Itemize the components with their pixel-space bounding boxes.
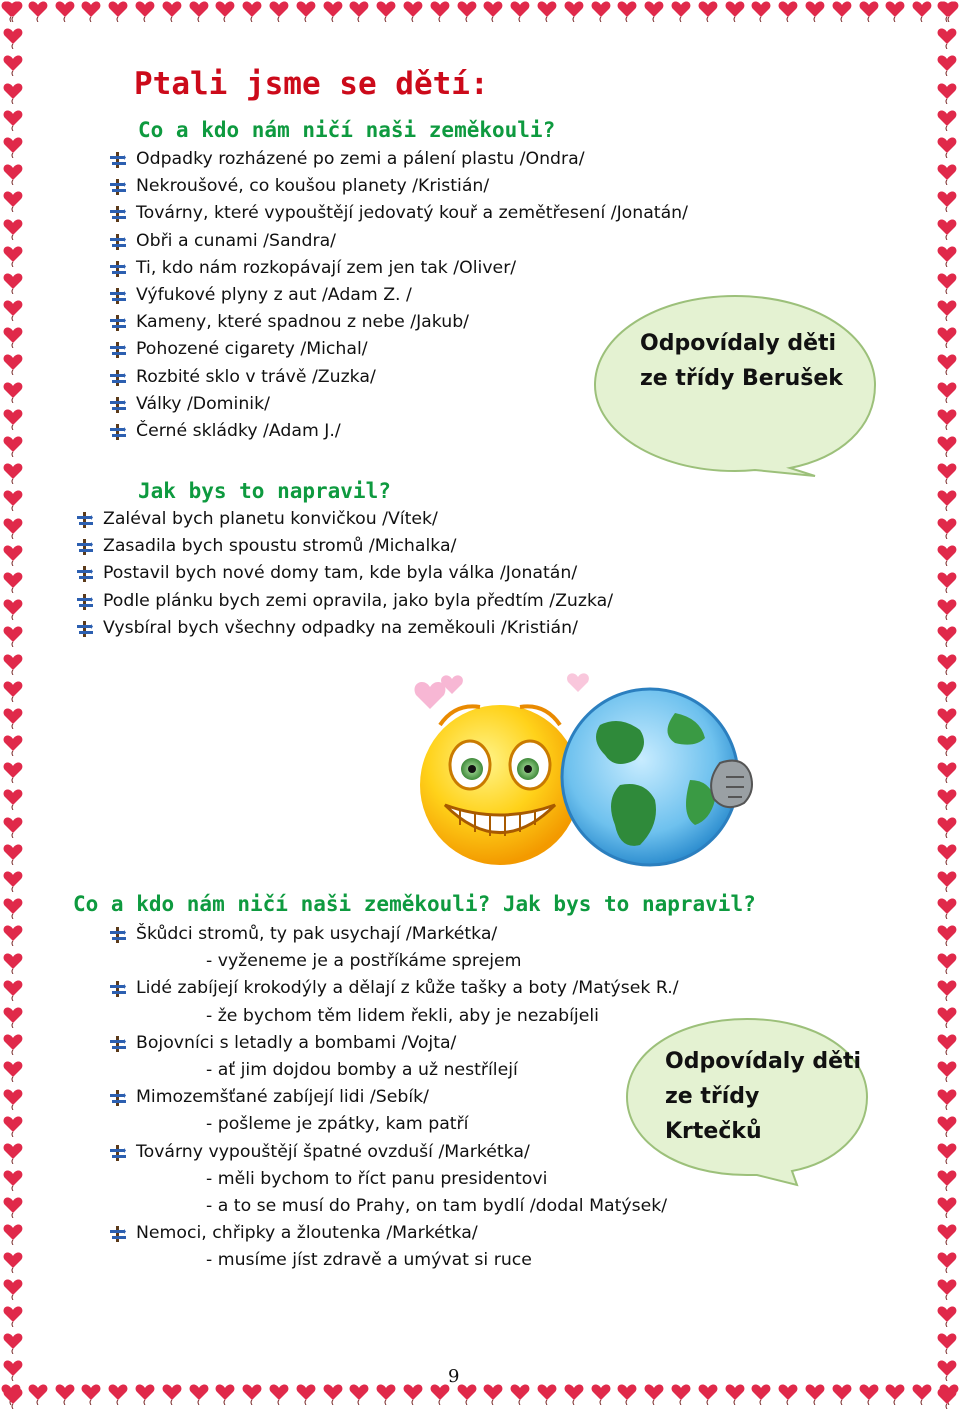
heart-balloon-icon [2, 1115, 24, 1137]
heart-balloon-icon [936, 843, 958, 865]
list-item [77, 506, 613, 533]
heart-balloon-icon [936, 245, 958, 267]
heart-balloon-icon [936, 163, 958, 185]
heart-balloon-icon [2, 136, 24, 158]
heart-balloon-icon [750, 0, 772, 22]
heart-balloon-icon [936, 462, 958, 484]
bubble-berusek-line2: ze třídy Berušek [640, 366, 843, 391]
arrow-bullet-icon [77, 621, 93, 637]
list-item [110, 1084, 679, 1111]
section2-list [77, 506, 613, 642]
heart-balloon-icon [884, 1383, 906, 1405]
heart-balloon-icon [2, 843, 24, 865]
heart-balloon-icon [2, 462, 24, 484]
answer-line [110, 1193, 679, 1220]
heart-balloon-icon [936, 625, 958, 647]
answer-line [110, 1166, 679, 1193]
heart-balloon-icon [936, 1223, 958, 1245]
arrow-bullet-icon [77, 539, 93, 555]
arrow-bullet-icon [110, 288, 126, 304]
arrow-bullet-icon [110, 152, 126, 168]
list-item-text: Obři a cunami /Sandra/ [136, 230, 337, 251]
arrow-bullet-icon [110, 1145, 126, 1161]
list-item [110, 173, 688, 200]
heart-balloon-icon [590, 1383, 612, 1405]
smiley-hugging-earth-image [400, 665, 770, 870]
heart-balloon-icon [936, 571, 958, 593]
heart-balloon-icon [2, 1196, 24, 1218]
heart-balloon-icon [188, 0, 210, 22]
heart-balloon-icon [295, 0, 317, 22]
heart-balloon-icon [2, 163, 24, 185]
heart-balloon-icon [402, 1383, 424, 1405]
list-item-text: Výfukové plyny z aut /Adam Z. / [136, 284, 412, 305]
heart-balloon-icon [936, 1115, 958, 1137]
list-item-text: Bojovníci s letadly a bombami /Vojta/ [136, 1032, 457, 1053]
heart-balloon-icon [348, 0, 370, 22]
heart-balloon-icon [936, 544, 958, 566]
heart-balloon-icon [2, 245, 24, 267]
heart-balloon-icon [295, 1383, 317, 1405]
heart-balloon-icon [936, 1305, 958, 1327]
heart-balloon-icon [2, 979, 24, 1001]
heart-balloon-icon [750, 1383, 772, 1405]
heart-balloon-icon [161, 0, 183, 22]
list-item-text: Lidé zabíjejí krokodýly a dělají z kůže tašky a boty /Matýsek R./ [136, 978, 679, 999]
arrow-bullet-icon [110, 234, 126, 250]
heart-balloon-icon [54, 0, 76, 22]
heart-balloon-icon [2, 653, 24, 675]
page-number: 9 [448, 1366, 460, 1387]
heart-balloon-icon [936, 381, 958, 403]
heart-balloon-icon [936, 82, 958, 104]
heart-balloon-icon [777, 1383, 799, 1405]
heart-balloon-icon [2, 1223, 24, 1245]
heart-balloon-icon [616, 0, 638, 22]
heart-balloon-icon [2, 870, 24, 892]
heart-balloon-icon [509, 0, 531, 22]
list-item-text: Černé skládky /Adam J./ [136, 420, 341, 441]
heart-balloon-icon [831, 0, 853, 22]
heart-balloon-icon [2, 788, 24, 810]
answer-line [110, 1057, 679, 1084]
heart-balloon-icon [482, 0, 504, 22]
heart-balloon-icon [936, 653, 958, 675]
arrow-bullet-icon [110, 315, 126, 331]
heart-balloon-icon [2, 1142, 24, 1164]
heart-balloon-icon [2, 680, 24, 702]
heart-balloon-icon [2, 1033, 24, 1055]
list-item [110, 975, 679, 1002]
heart-balloon-icon [134, 1383, 156, 1405]
heart-balloon-icon [2, 924, 24, 946]
heart-balloon-icon [107, 0, 129, 22]
heart-balloon-icon [936, 1387, 958, 1409]
list-item [110, 228, 688, 255]
heart-balloon-icon [2, 707, 24, 729]
heart-balloon-icon [2, 625, 24, 647]
heart-balloon-icon [936, 1332, 958, 1354]
list-item-text: Pohozené cigarety /Michal/ [136, 339, 368, 360]
bubble-krtecku-line1: Odpovídaly děti [665, 1049, 862, 1074]
heart-balloon-icon [643, 0, 665, 22]
arrow-bullet-icon [110, 206, 126, 222]
heart-border-bottom [0, 1383, 960, 1409]
heart-balloon-icon [936, 1142, 958, 1164]
heart-balloon-icon [936, 435, 958, 457]
heart-balloon-icon [2, 571, 24, 593]
heart-balloon-icon [2, 1387, 24, 1409]
heart-balloon-icon [2, 326, 24, 348]
heart-border-top [0, 0, 960, 26]
arrow-bullet-icon [110, 342, 126, 358]
arrow-bullet-icon [110, 1226, 126, 1242]
list-item [110, 1139, 679, 1166]
heart-balloon-icon [536, 1383, 558, 1405]
heart-balloon-icon [936, 1359, 958, 1381]
list-item-text: Nemoci, chřipky a žloutenka /Markétka/ [136, 1223, 478, 1244]
heart-balloon-icon [936, 517, 958, 539]
heart-balloon-icon [348, 1383, 370, 1405]
list-item-text: - pošleme je zpátky, kam patří [206, 1114, 469, 1135]
section3-list [110, 921, 679, 1274]
list-item [110, 1030, 679, 1057]
heart-balloon-icon [2, 1305, 24, 1327]
list-item-text: - měli bychom to říct panu presidentovi [206, 1168, 548, 1189]
list-item [110, 1220, 679, 1247]
arrow-bullet-icon [110, 261, 126, 277]
heart-balloon-icon [936, 1033, 958, 1055]
heart-balloon-icon [724, 0, 746, 22]
list-item-text: Zasadila bych spoustu stromů /Michalka/ [103, 536, 457, 557]
heart-balloon-icon [2, 1088, 24, 1110]
list-item-text: Odpadky rozházené po zemi a pálení plastu /Ondra/ [136, 149, 585, 169]
heart-border-left [0, 0, 26, 1409]
heart-balloon-icon [429, 0, 451, 22]
heart-balloon-icon [563, 0, 585, 22]
heart-balloon-icon [936, 272, 958, 294]
list-item-text: Postavil bych nové domy tam, kde byla válka /Jonatán/ [103, 563, 578, 584]
heart-balloon-icon [2, 1278, 24, 1300]
page-title: Ptali jsme se dětí: [134, 66, 489, 102]
heart-balloon-icon [936, 1251, 958, 1273]
heart-balloon-icon [643, 1383, 665, 1405]
heart-balloon-icon [2, 598, 24, 620]
heart-balloon-icon [80, 1383, 102, 1405]
list-item [77, 560, 613, 587]
list-item [110, 146, 688, 173]
heart-balloon-icon [936, 707, 958, 729]
heart-balloon-icon [27, 1383, 49, 1405]
section1-question: Co a kdo nám ničí naši zeměkouli? [138, 118, 556, 142]
heart-balloon-icon [936, 761, 958, 783]
list-item-text: Zaléval bych planetu konvičkou /Vítek/ [103, 509, 438, 529]
heart-balloon-icon [2, 27, 24, 49]
heart-balloon-icon [322, 1383, 344, 1405]
heart-balloon-icon [936, 489, 958, 511]
heart-balloon-icon [2, 435, 24, 457]
heart-balloon-icon [936, 27, 958, 49]
heart-balloon-icon [697, 1383, 719, 1405]
heart-balloon-icon [2, 353, 24, 375]
heart-balloon-icon [936, 924, 958, 946]
list-item [77, 615, 613, 642]
arrow-bullet-icon [110, 927, 126, 943]
list-item-text: Továrny, které vypouštějí jedovatý kouř a zemětřesení /Jonatán/ [136, 203, 688, 224]
arrow-bullet-icon [77, 594, 93, 610]
heart-balloon-icon [2, 489, 24, 511]
arrow-bullet-icon [77, 566, 93, 582]
list-item-text: Rozbité sklo v trávě /Zuzka/ [136, 366, 376, 387]
heart-balloon-icon [936, 870, 958, 892]
heart-balloon-icon [936, 1006, 958, 1028]
heart-balloon-icon [2, 109, 24, 131]
heart-balloon-icon [2, 299, 24, 321]
heart-balloon-icon [482, 1383, 504, 1405]
list-item-text: Škůdci stromů, ty pak usychají /Markétka/ [136, 924, 498, 944]
heart-balloon-icon [2, 0, 24, 22]
heart-balloon-icon [2, 734, 24, 756]
arrow-bullet-icon [110, 1090, 126, 1106]
heart-balloon-icon [936, 109, 958, 131]
heart-balloon-icon [268, 1383, 290, 1405]
bubble-berusek-line1: Odpovídaly děti [640, 331, 837, 356]
heart-balloon-icon [936, 353, 958, 375]
heart-balloon-icon [2, 1332, 24, 1354]
list-item [110, 921, 679, 948]
heart-balloon-icon [214, 0, 236, 22]
list-item-text: Vysbíral bych všechny odpadky na zeměkouli /Kristián/ [103, 617, 578, 638]
heart-balloon-icon [456, 0, 478, 22]
heart-balloon-icon [936, 218, 958, 240]
heart-balloon-icon [375, 0, 397, 22]
arrow-bullet-icon [77, 512, 93, 528]
heart-balloon-icon [2, 82, 24, 104]
heart-balloon-icon [188, 1383, 210, 1405]
heart-balloon-icon [936, 0, 958, 22]
heart-balloon-icon [936, 1060, 958, 1082]
list-item-text: - vyženeme je a postříkáme sprejem [206, 951, 522, 972]
heart-balloon-icon [697, 0, 719, 22]
list-item-text: Války /Dominik/ [136, 393, 270, 414]
heart-balloon-icon [2, 897, 24, 919]
heart-balloon-icon [911, 1383, 933, 1405]
list-item [77, 588, 613, 615]
heart-balloon-icon [670, 1383, 692, 1405]
list-item-text: - musíme jíst zdravě a umývat si ruce [206, 1250, 532, 1271]
arrow-bullet-icon [110, 397, 126, 413]
heart-balloon-icon [590, 0, 612, 22]
list-item-text: Podle plánku bych zemi opravila, jako byla předtím /Zuzka/ [103, 590, 614, 611]
list-item [110, 255, 688, 282]
answer-line [110, 1247, 679, 1274]
heart-balloon-icon [936, 734, 958, 756]
heart-balloon-icon [2, 1006, 24, 1028]
heart-balloon-icon [2, 218, 24, 240]
heart-balloon-icon [322, 0, 344, 22]
heart-balloon-icon [936, 299, 958, 321]
heart-balloon-icon [27, 0, 49, 22]
heart-balloon-icon [670, 0, 692, 22]
heart-balloon-icon [936, 408, 958, 430]
heart-balloon-icon [777, 0, 799, 22]
heart-balloon-icon [268, 0, 290, 22]
heart-balloon-icon [54, 1383, 76, 1405]
heart-balloon-icon [214, 1383, 236, 1405]
heart-balloon-icon [536, 0, 558, 22]
heart-balloon-icon [936, 190, 958, 212]
heart-balloon-icon [2, 190, 24, 212]
heart-balloon-icon [134, 0, 156, 22]
answer-line [110, 1003, 679, 1030]
heart-balloon-icon [375, 1383, 397, 1405]
list-item-text: Kameny, které spadnou z nebe /Jakub/ [136, 312, 469, 333]
heart-balloon-icon [2, 408, 24, 430]
bubble-berusek-text [640, 326, 843, 396]
list-item-text: - a to se musí do Prahy, on tam bydlí /dodal Matýsek/ [206, 1195, 668, 1216]
heart-balloon-icon [936, 1088, 958, 1110]
heart-balloon-icon [2, 517, 24, 539]
heart-balloon-icon [804, 1383, 826, 1405]
heart-balloon-icon [911, 0, 933, 22]
heart-balloon-icon [936, 1169, 958, 1191]
list-item-text: Ti, kdo nám rozkopávají zem jen tak /Oliver/ [136, 257, 517, 278]
heart-balloon-icon [936, 816, 958, 838]
heart-balloon-icon [2, 54, 24, 76]
arrow-bullet-icon [110, 370, 126, 386]
heart-balloon-icon [858, 1383, 880, 1405]
heart-balloon-icon [936, 136, 958, 158]
section3-question: Co a kdo nám ničí naši zeměkouli? Jak bys to napravil? [73, 892, 756, 916]
heart-balloon-icon [724, 1383, 746, 1405]
heart-balloon-icon [2, 761, 24, 783]
heart-balloon-icon [80, 0, 102, 22]
heart-balloon-icon [936, 326, 958, 348]
heart-balloon-icon [241, 0, 263, 22]
heart-balloon-icon [2, 1359, 24, 1381]
heart-balloon-icon [831, 1383, 853, 1405]
list-item [110, 200, 688, 227]
list-item-text: - že bychom těm lidem řekli, aby je nezabíjeli [206, 1005, 599, 1026]
answer-line [110, 1111, 679, 1138]
heart-balloon-icon [858, 0, 880, 22]
heart-balloon-icon [936, 54, 958, 76]
heart-balloon-icon [2, 1251, 24, 1273]
heart-balloon-icon [936, 598, 958, 620]
heart-balloon-icon [616, 1383, 638, 1405]
heart-balloon-icon [402, 0, 424, 22]
list-item-text: - ať jim dojdou bomby a už nestřílejí [206, 1059, 518, 1080]
heart-balloon-icon [936, 788, 958, 810]
bubble-krtecku-text [665, 1044, 861, 1149]
heart-balloon-icon [936, 1278, 958, 1300]
heart-balloon-icon [241, 1383, 263, 1405]
heart-balloon-icon [2, 816, 24, 838]
heart-balloon-icon [804, 0, 826, 22]
section2-question: Jak bys to napravil? [138, 479, 391, 503]
heart-balloon-icon [936, 952, 958, 974]
heart-balloon-icon [2, 1169, 24, 1191]
heart-border-right [934, 0, 960, 1409]
heart-balloon-icon [936, 1196, 958, 1218]
heart-balloon-icon [509, 1383, 531, 1405]
list-item-text: Továrny vypouštějí špatné ovzduší /Markétka/ [136, 1141, 530, 1162]
arrow-bullet-icon [110, 179, 126, 195]
arrow-bullet-icon [110, 981, 126, 997]
heart-balloon-icon [2, 381, 24, 403]
arrow-bullet-icon [110, 424, 126, 440]
bubble-krtecku-line3: Krtečků [665, 1119, 762, 1144]
heart-balloon-icon [936, 897, 958, 919]
heart-balloon-icon [2, 952, 24, 974]
heart-balloon-icon [2, 1060, 24, 1082]
heart-balloon-icon [2, 544, 24, 566]
heart-balloon-icon [161, 1383, 183, 1405]
bubble-krtecku-line2: ze třídy [665, 1084, 760, 1109]
heart-balloon-icon [936, 680, 958, 702]
heart-balloon-icon [884, 0, 906, 22]
list-item [77, 533, 613, 560]
heart-balloon-icon [563, 1383, 585, 1405]
list-item-text: Nekroušové, co koušou planety /Kristián/ [136, 176, 490, 197]
list-item-text: Mimozemšťané zabíjejí lidi /Sebík/ [136, 1087, 429, 1108]
answer-line [110, 948, 679, 975]
heart-balloon-icon [2, 272, 24, 294]
heart-balloon-icon [107, 1383, 129, 1405]
arrow-bullet-icon [110, 1036, 126, 1052]
heart-balloon-icon [936, 979, 958, 1001]
